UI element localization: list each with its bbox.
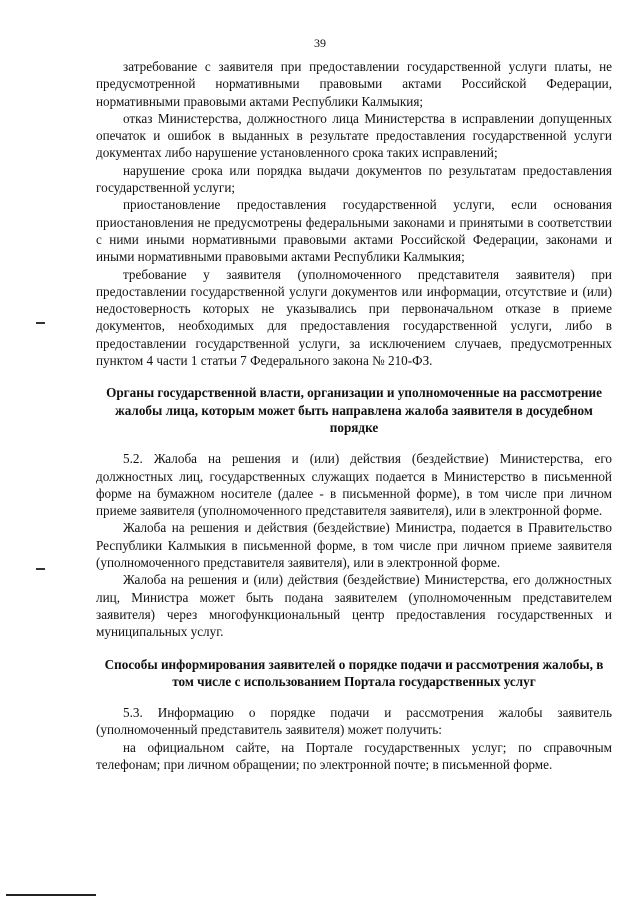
paragraph: Жалоба на решения и действия (бездействие) Министра, подается в Правительство Республики Калмыкия в письменной форме, в том числе при личном приеме заявителя (уполномоченного представителя заявителя), или в электронной форме. — [96, 520, 612, 571]
document-body — [96, 58, 612, 773]
margin-mark — [36, 322, 45, 324]
paragraph: Жалоба на решения и (или) действия (бездействие) Министерства, его должностных лиц, Министра может быть подана заявителем (уполномоченным представителем заявителя) через многофункциональный центр предоставления государственных и муниципальных услуг. — [96, 572, 612, 640]
margin-mark — [36, 568, 45, 570]
paragraph: приостановление предоставления государственной услуги, если основания приостановления не предусмотрены федеральными законами и принятыми в соответствии с ними иными нормативными правовыми актами Российской Федерации, законами и иными нормативными правовыми актами Республики Калмыкия; — [96, 197, 612, 265]
paragraph: 5.2. Жалоба на решения и (или) действия (бездействие) Министерства, его должностных лиц, государственных служащих подается в Министерство в письменной форме на бумажном носителе (далее - в письменной форме), в том числе при личном приеме заявителя (уполномоченного представителя заявителя), или в электронной форме. — [96, 451, 612, 519]
paragraph: на официальном сайте, на Портале государственных услуг; по справочным телефонам; при личном обращении; по электронной почте; в письменной форме. — [96, 739, 612, 772]
page-number: 39 — [314, 36, 326, 50]
paragraph: 5.3. Информацию о порядке подачи и рассмотрения жалобы заявитель (уполномоченный представитель заявителя) может получить: — [96, 705, 612, 738]
section-heading: Органы государственной власти, организации и уполномоченные на рассмотрение жалобы лица, которым может быть направлена жалоба заявителя в досудебном порядке — [106, 385, 602, 435]
paragraph: отказ Министерства, должностного лица Министерства в исправлении допущенных опечаток и ошибок в выданных в результате предоставления государственной услуги документах либо нарушение установленного срока таких исправлений; — [96, 110, 612, 161]
section-heading: Способы информирования заявителей о порядке подачи и рассмотрения жалобы, в том числе с использованием Портала государственных услуг — [104, 656, 604, 689]
footnote-rule — [6, 894, 96, 896]
paragraph: затребование с заявителя при предоставлении государственной услуги платы, не предусмотренной нормативными правовыми актами Российской Федерации, нормативными правовыми актами Республики Калмыкия; — [96, 59, 612, 109]
paragraph: нарушение срока или порядка выдачи документов по результатам предоставления государственной услуги; — [96, 162, 612, 196]
paragraph: требование у заявителя (уполномоченного представителя заявителя) при предоставлении государственной услуги документов или информации, отсутствие и (или) недостоверность которых не указывались при первоначальном отказе в приеме документов, необходимых для предоставления государственной услуги, либо в предоставлении государственной услуги, за исключением случаев, предусмотренных пунктом 4 части 1 статьи 7 Федерального закона № 210-ФЗ. — [96, 266, 612, 369]
